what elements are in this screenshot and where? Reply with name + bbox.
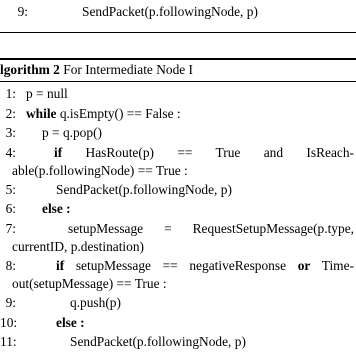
keyword-if: if	[56, 257, 65, 273]
line-code: q.push(p)	[70, 294, 121, 310]
algorithm-line-6	[0, 199, 356, 219]
line-code-continuation: able(p.followingNode) == True :	[12, 162, 188, 178]
previous-algorithm-last-line	[0, 4, 356, 24]
line-code: SendPacket(p.followingNode, p)	[82, 4, 258, 19]
line-number: 8:	[5, 257, 16, 273]
line-number: 4:	[5, 144, 16, 160]
algorithm-line-4	[0, 143, 356, 180]
line-code: if setupMessage == negativeResponse or Time-	[56, 257, 354, 273]
algorithm-line-1	[0, 84, 356, 104]
algorithm-line-10	[0, 313, 356, 333]
line-number: 10:	[0, 314, 18, 330]
line-number: 6:	[5, 201, 16, 217]
line-code: p = q.pop()	[42, 125, 102, 141]
keyword-else: else :	[56, 314, 85, 330]
keyword-if: if	[54, 144, 63, 160]
algorithm-2-caption-rule	[0, 81, 356, 82]
line-code-continuation: out(setupMessage) == True :	[12, 275, 167, 291]
algorithm-caption	[0, 62, 193, 78]
line-code: while q.isEmpty() == False :	[26, 105, 181, 121]
algorithm-label: lgorithm 2	[0, 62, 60, 77]
line-number: 9:	[17, 4, 28, 19]
line-code: setupMessage = RequestSetupMessage(p.type,	[68, 220, 354, 236]
algorithm-body	[0, 84, 356, 352]
line-number: 3:	[5, 125, 16, 141]
algorithm-line-11	[0, 332, 356, 352]
algorithm-title: For Intermediate Node I	[63, 62, 194, 77]
line-number: 11:	[0, 334, 17, 350]
keyword-or: or	[297, 257, 311, 273]
line-number: 7:	[5, 220, 16, 236]
line-code: SendPacket(p.followingNode, p)	[70, 334, 246, 350]
algorithm-line-3	[0, 123, 356, 143]
line-code: p = null	[26, 86, 68, 101]
line-number: 2:	[5, 105, 16, 121]
line-code: SendPacket(p.followingNode, p)	[56, 181, 232, 197]
algorithm-line-8	[0, 256, 356, 293]
line-number: 1:	[5, 86, 16, 101]
algorithm-1-bottom-rule	[0, 32, 356, 33]
algorithm-line-2	[0, 104, 356, 124]
line-code-continuation: currentID, p.destination)	[12, 238, 145, 254]
algorithm-line-7	[0, 219, 356, 256]
keyword-while: while	[26, 105, 57, 121]
line-code: if HasRoute(p) == True and IsReach-	[54, 144, 354, 160]
algorithm-line-9	[0, 293, 356, 313]
algorithm-line-5	[0, 180, 356, 200]
line-number: 5:	[5, 181, 16, 197]
algorithm-2-top-rule	[0, 58, 356, 60]
keyword-else: else :	[42, 201, 71, 217]
line-number: 9:	[5, 294, 16, 310]
